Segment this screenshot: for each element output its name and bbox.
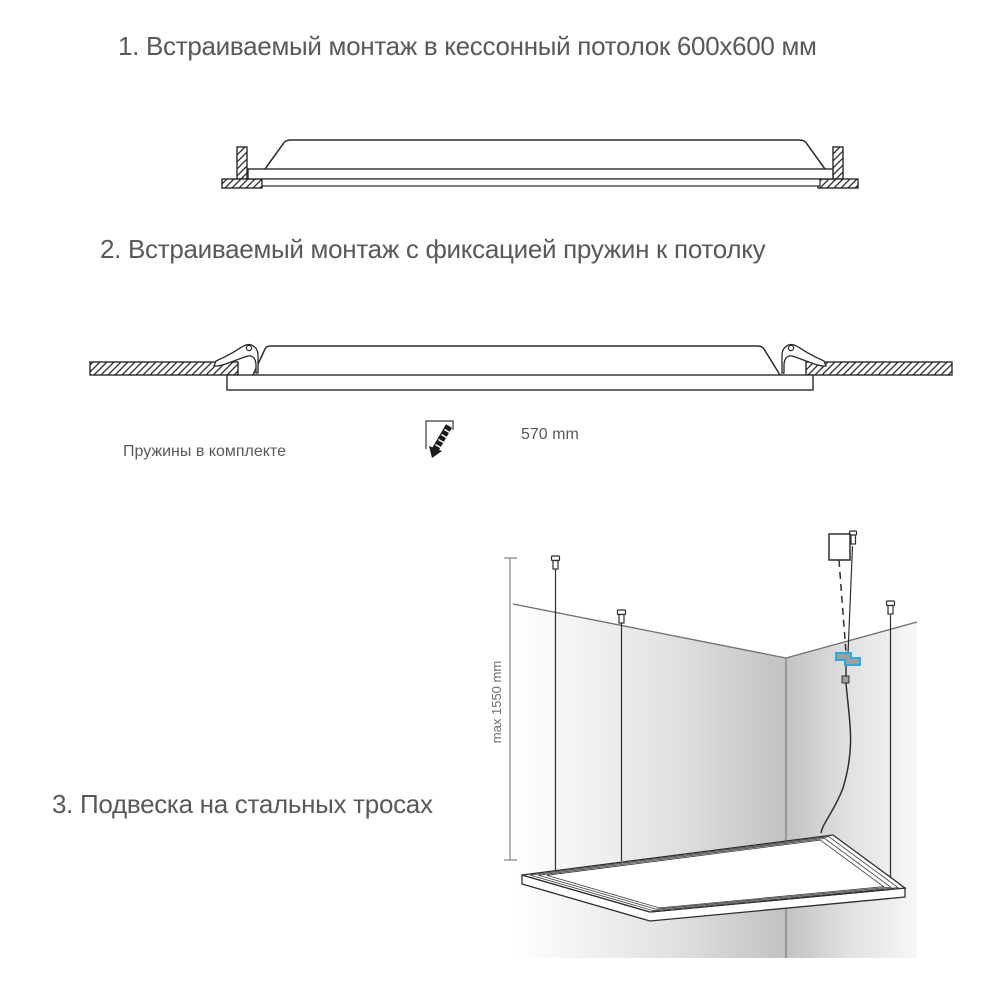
tbar-flange-right — [818, 179, 858, 188]
panel-body-section-1 — [265, 140, 825, 169]
anchor-head — [887, 601, 895, 606]
anchor-body — [888, 606, 893, 615]
anchor-head — [618, 610, 626, 615]
anchor-body — [553, 561, 558, 570]
panel-base-plate-2 — [227, 375, 813, 390]
panel-body-section-2 — [253, 346, 780, 375]
spring-knob-right — [788, 345, 793, 350]
anchor-body — [851, 535, 856, 544]
section-3-title: 3. Подвеска на стальных тросах — [52, 789, 433, 819]
diagram-recessed-tbar — [222, 140, 858, 188]
spring-knob-left — [246, 345, 251, 350]
ceiling-slab-right — [806, 362, 952, 375]
tbar-web-right — [833, 147, 843, 179]
spring-icon — [426, 421, 453, 458]
anchor-head — [552, 556, 560, 561]
tbar-flange-left — [222, 179, 262, 188]
wall-right — [786, 622, 917, 958]
section-1-title: 1. Встраиваемый монтаж в кессонный потолок 600x600 мм — [118, 31, 817, 61]
max-suspension-label: max 1550 mm — [489, 660, 504, 744]
power-cable-dashed — [839, 560, 846, 653]
springs-included-label: Пружины в комплекте — [123, 443, 286, 460]
spring-length-label: 570 mm — [521, 426, 579, 443]
anchor-body — [619, 615, 624, 624]
diagram-recessed-springs — [90, 345, 952, 390]
panel-base-plate-1 — [248, 169, 833, 179]
tbar-web-left — [237, 147, 247, 179]
cable-connector — [842, 676, 849, 683]
section-2-title: 2. Встраиваемый монтаж с фиксацией пружин к потолку — [100, 234, 766, 264]
panel-lip-1 — [262, 179, 820, 186]
diagram-suspended — [504, 531, 917, 958]
suspension-cable — [848, 546, 853, 654]
driver-box — [829, 534, 850, 560]
